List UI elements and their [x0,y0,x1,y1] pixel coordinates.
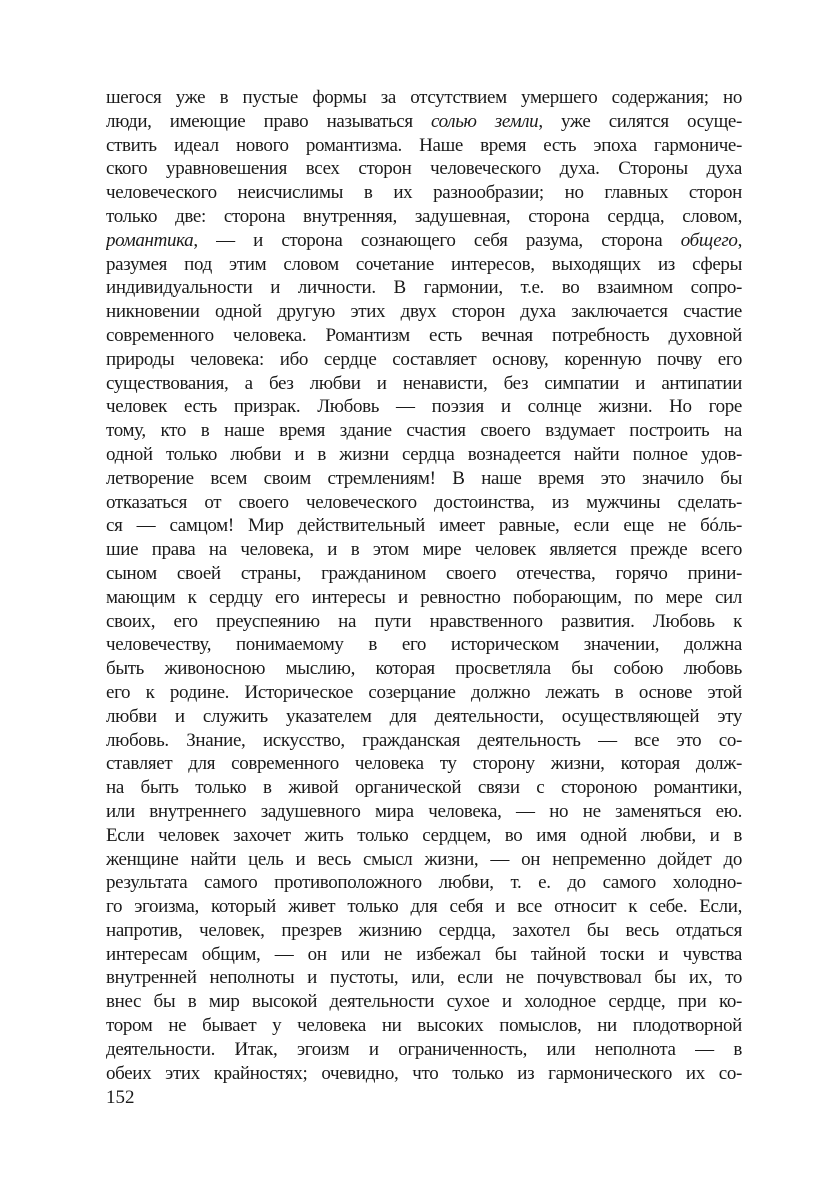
text-segment: быть живоносною мыслию, которая просветляла бы собою любовь [106,658,742,680]
text-segment: тором не бывает у человека ни высоких помыслов, ни плодотворной [106,1015,742,1037]
text-line [106,586,742,610]
text-segment: внес бы в мир высокой деятельности сухое и холодное сердце, при ко- [106,991,742,1013]
text-line [106,181,742,205]
text-segment: индивидуальности и личности. В гармонии, т.е. во взаимном сопро- [106,277,742,299]
page-number: 152 [106,1087,135,1108]
text-line [106,1014,742,1038]
text-segment: деятельности. Итак, эгоизм и ограниченность, или неполнота — в [106,1038,742,1060]
text-segment: результата самого противоположного любви, т. е. до самого холодно- [106,872,742,894]
text-line [106,324,742,348]
text-segment: любви и служить указателем для деятельности, осуществляющей эту [106,705,742,727]
text-line [106,848,742,872]
text-line [106,157,742,181]
text-segment: ся — самцом! Мир действительный имеет равные, если еще не бóль- [106,515,742,537]
text-line [106,800,742,824]
text-line [106,752,742,776]
text-segment: летворение всем своим стремлениям! В наше время это значило бы [106,467,742,489]
text-line [106,110,742,134]
text-segment: человеческого неисчислимы в их разнообразии; но главных сторон [106,182,742,204]
text-segment: ствить идеал нового романтизма. Наше время есть эпоха гармониче- [106,134,742,156]
text-segment: одной только любви и в жизни сердца вознадеется найти полное удов- [106,443,742,465]
text-segment: только две: сторона внутренняя, задушевная, сторона сердца, словом, [106,205,742,227]
text-line [106,562,742,586]
text-line [106,491,742,515]
text-segment: внутренней неполноты и пустоты, или, если не почувствовал бы их, то [106,967,742,989]
text-segment: или внутреннего задушевного мира человека, — но не заменяться ею. [106,800,742,822]
text-line [106,229,742,253]
text-segment: человечеству, понимаемому в его историческом значении, должна [106,634,742,656]
text-line [106,610,742,634]
text-segment: природы человека: ибо сердце составляет основу, коренную почву его [106,348,742,370]
text-segment: обеих этих крайностях; очевидно, что только из гармонического их со- [106,1062,742,1084]
text-segment: тому, кто в наше время здание счастия своего вздумает построить на [106,420,742,442]
text-line [106,467,742,491]
text-line [106,681,742,705]
text-segment: люди, имеющие право называться [106,110,431,132]
text-line [106,514,742,538]
text-line [106,729,742,753]
body-text [106,86,742,1085]
text-segment: на быть только в живой органической связи с стороною романтики, [106,777,742,799]
text-line [106,205,742,229]
text-segment: существования, а без любви и ненависти, без симпатии и антипатии [106,372,742,394]
text-segment: ставляет для современного человека ту сторону жизни, которая долж- [106,753,742,775]
text-line [106,705,742,729]
text-segment: современного человека. Романтизм есть вечная потребность духовной [106,324,742,346]
text-line [106,276,742,300]
text-line [106,990,742,1014]
text-line [106,966,742,990]
italic-text: общего [680,229,738,251]
text-segment: напротив, человек, презрев жизнию сердца, захотел бы весь отдаться [106,919,742,941]
text-segment: ского уравновешения всех сторон человеческого духа. Стороны духа [106,158,742,180]
text-line [106,776,742,800]
text-line [106,895,742,919]
text-line [106,871,742,895]
text-segment: интересам общим, — он или не избежал бы тайной тоски и чувства [106,943,742,965]
text-segment: разумея под этим словом сочетание интересов, выходящих из сферы [106,253,742,275]
text-line [106,943,742,967]
text-segment: отказаться от своего человеческого достоинства, из мужчины сделать- [106,491,742,513]
text-segment: женщине найти цель и весь смысл жизни, — он непременно дойдет до [106,848,742,870]
italic-text: солью земли [430,110,539,132]
text-line [106,1038,742,1062]
text-line [106,134,742,158]
text-segment: Если человек захочет жить только сердцем, во имя одной любви, и в [106,824,742,846]
text-segment: сыном своей страны, гражданином своего отечества, горячо прини- [106,562,742,584]
text-segment: , — и сторона сознающего себя разума, сторона [193,229,681,251]
text-line [106,657,742,681]
text-line [106,538,742,562]
text-line [106,919,742,943]
italic-text: романтика [106,229,194,251]
text-line [106,253,742,277]
text-line [106,348,742,372]
text-segment: шегося уже в пустые формы за отсутствием умершего содержания; но [106,87,742,108]
text-segment: человек есть призрак. Любовь — поэзия и солнце жизни. Но горе [106,396,742,418]
text-line [106,824,742,848]
text-segment: , [737,229,742,251]
text-segment: своих, его преуспеянию на пути нравственного развития. Любовь к [106,610,742,632]
text-line [106,86,742,110]
text-line [106,300,742,324]
text-line [106,633,742,657]
text-line [106,443,742,467]
text-segment: го эгоизма, который живет только для себя и все относит к себе. Если, [106,896,742,918]
text-segment: никновении одной другую этих двух сторон духа заключается счастие [106,301,742,323]
text-line [106,1062,742,1086]
text-segment: мающим к сердцу его интересы и ревностно поборающим, по мере сил [106,586,742,608]
text-line [106,395,742,419]
text-segment: шие права на человека, и в этом мире человек является прежде всего [106,539,742,561]
text-segment: его к родине. Историческое созерцание должно лежать в основе этой [106,681,742,703]
text-line [106,372,742,396]
text-line [106,419,742,443]
text-segment: , уже силятся осуще- [538,110,742,132]
text-segment: любовь. Знание, искусство, гражданская деятельность — все это со- [106,729,742,751]
